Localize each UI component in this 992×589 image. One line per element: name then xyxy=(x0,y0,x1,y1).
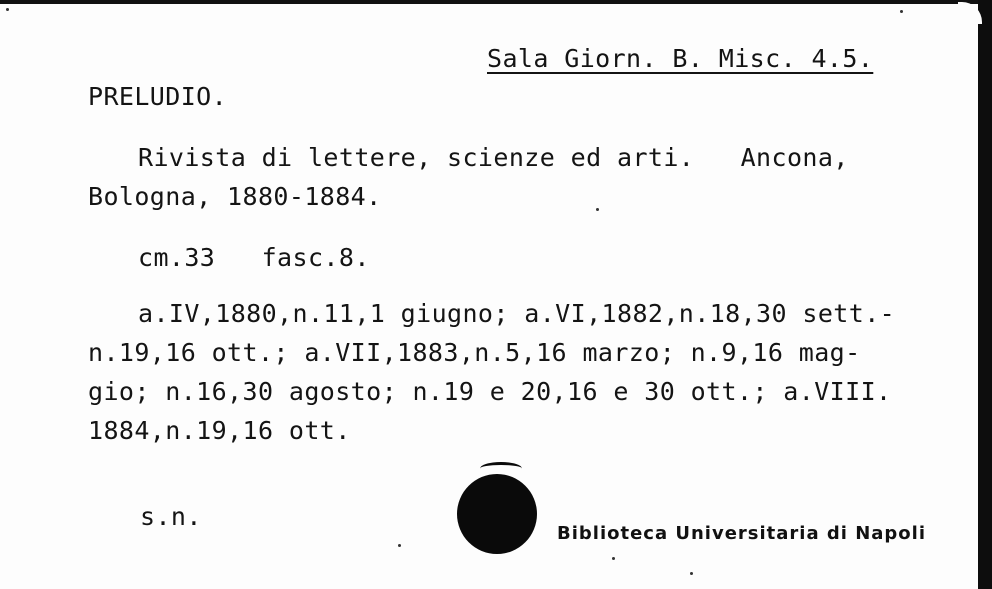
scan-edge-right xyxy=(978,0,992,589)
library-stamp-dot xyxy=(457,474,537,554)
subtitle-line: Rivista di lettere, scienze ed arti. Ancona, xyxy=(138,143,849,172)
scan-speck xyxy=(596,208,599,211)
library-stamp: Biblioteca Universitaria di Napoli xyxy=(557,523,927,544)
subtitle-line: Bologna, 1880-1884. xyxy=(88,182,382,211)
physical-description: cm.33 fasc.8. xyxy=(138,243,370,272)
scan-speck xyxy=(690,572,693,575)
holdings-line: n.19,16 ott.; a.VII,1883,n.5,16 marzo; n.9,16 mag- xyxy=(88,338,861,367)
scan-speck xyxy=(6,8,9,11)
holdings-line: 1884,n.19,16 ott. xyxy=(88,416,351,445)
shelfmark: Sala Giorn. B. Misc. 4.5. xyxy=(487,44,874,73)
scan-speck xyxy=(900,10,903,13)
holdings-line: a.IV,1880,n.11,1 giugno; a.VI,1882,n.18,30 sett.- xyxy=(138,299,896,328)
card-title: PRELUDIO. xyxy=(88,82,228,111)
note-sn: s.n. xyxy=(140,502,202,531)
scan-speck xyxy=(612,557,615,560)
stamp-mark-cap xyxy=(480,462,522,475)
holdings-line: gio; n.16,30 agosto; n.19 e 20,16 e 30 ott.; a.VIII. xyxy=(88,377,892,406)
scan-edge-top xyxy=(0,0,992,4)
scan-speck xyxy=(398,544,401,547)
